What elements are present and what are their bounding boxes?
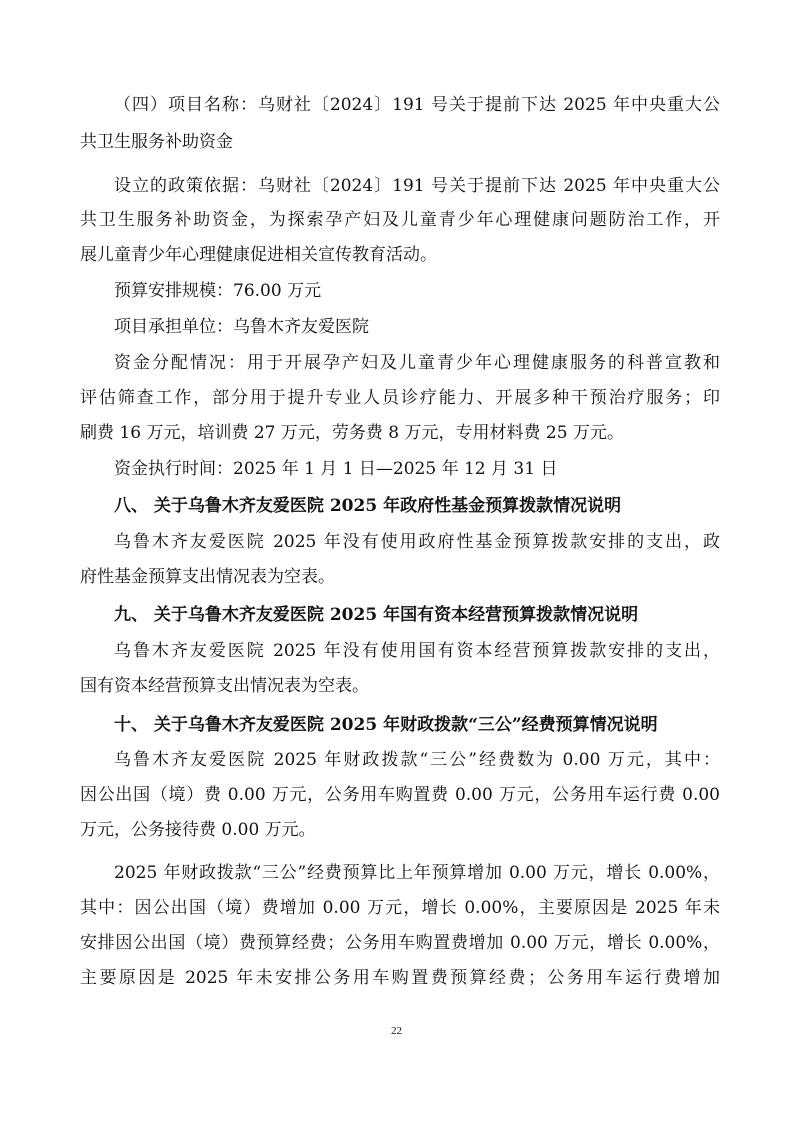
project-title-line-2: 共卫生服务补助资金 [80,132,233,152]
section-10-heading: 十、 关于乌鲁木齐友爱医院 2025 年财政拨款“三公”经费预算情况说明 [114,715,658,735]
section-10-para-line-1: 乌鲁木齐友爱医院 2025 年财政拨款“三公”经费数为 0.00 万元，其中： [114,750,720,770]
section-8-para-line-1: 乌鲁木齐友爱医院 2025 年没有使用政府性基金预算拨款安排的支出，政 [114,532,720,552]
section-10-para-line-2: 因公出国（境）费 0.00 万元，公务用车购置费 0.00 万元，公务用车运行费 0.00 [80,785,720,805]
section-10-para2-line-2: 其中：因公出国（境）费增加 0.00 万元，增长 0.00%，主要原因是 2025 年未 [80,898,720,918]
budget-scale-line: 预算安排规模：76.00 万元 [114,281,322,301]
section-10-para2-line-4: 主要原因是 2025 年未安排公务用车购置费预算经费；公务用车运行费增加 [80,968,720,988]
section-10-para2-line-1: 2025 年财政拨款“三公”经费预算比上年预算增加 0.00 万元，增长 0.00%， [114,863,720,883]
policy-basis-line-3: 展儿童青少年心理健康促进相关宣传教育活动。 [80,245,437,265]
fund-allocation-line-2: 评估筛查工作，部分用于提升专业人员诊疗能力、开展多种干预治疗服务；印 [80,388,720,408]
page-number: 22 [391,1025,402,1037]
policy-basis-line-2: 共卫生服务补助资金，为探索孕产妇及儿童青少年心理健康问题防治工作，开 [80,210,720,230]
execution-time-line: 资金执行时间：2025 年 1 月 1 日—2025 年 12 月 31 日 [114,459,558,479]
section-10-para-line-3: 万元，公务接待费 0.00 万元。 [80,820,316,840]
section-8-heading: 八、 关于乌鲁木齐友爱医院 2025 年政府性基金预算拨款情况说明 [114,496,622,516]
section-8-para-line-2: 府性基金预算支出情况表为空表。 [80,567,335,587]
section-10-para2-line-3: 安排因公出国（境）费预算经费；公务用车购置费增加 0.00 万元，增长 0.00%， [80,933,720,953]
section-9-para-line-2: 国有资本经营预算支出情况表为空表。 [80,676,369,696]
section-9-heading: 九、 关于乌鲁木齐友爱医院 2025 年国有资本经营预算拨款情况说明 [114,605,639,625]
section-9-para-line-1: 乌鲁木齐友爱医院 2025 年没有使用国有资本经营预算拨款安排的支出， [114,641,720,661]
fund-allocation-line-1: 资金分配情况：用于开展孕产妇及儿童青少年心理健康服务的科普宣教和 [114,353,720,373]
undertaking-unit-line: 项目承担单位：乌鲁木齐友爱医院 [114,317,369,337]
policy-basis-line-1: 设立的政策依据：乌财社〔2024〕191 号关于提前下达 2025 年中央重大公 [114,176,720,196]
fund-allocation-line-3: 刷费 16 万元，培训费 27 万元，劳务费 8 万元，专用材料费 25 万元。 [80,423,624,443]
project-title-line-1: （四）项目名称：乌财社〔2024〕191 号关于提前下达 2025 年中央重大公 [114,95,720,115]
